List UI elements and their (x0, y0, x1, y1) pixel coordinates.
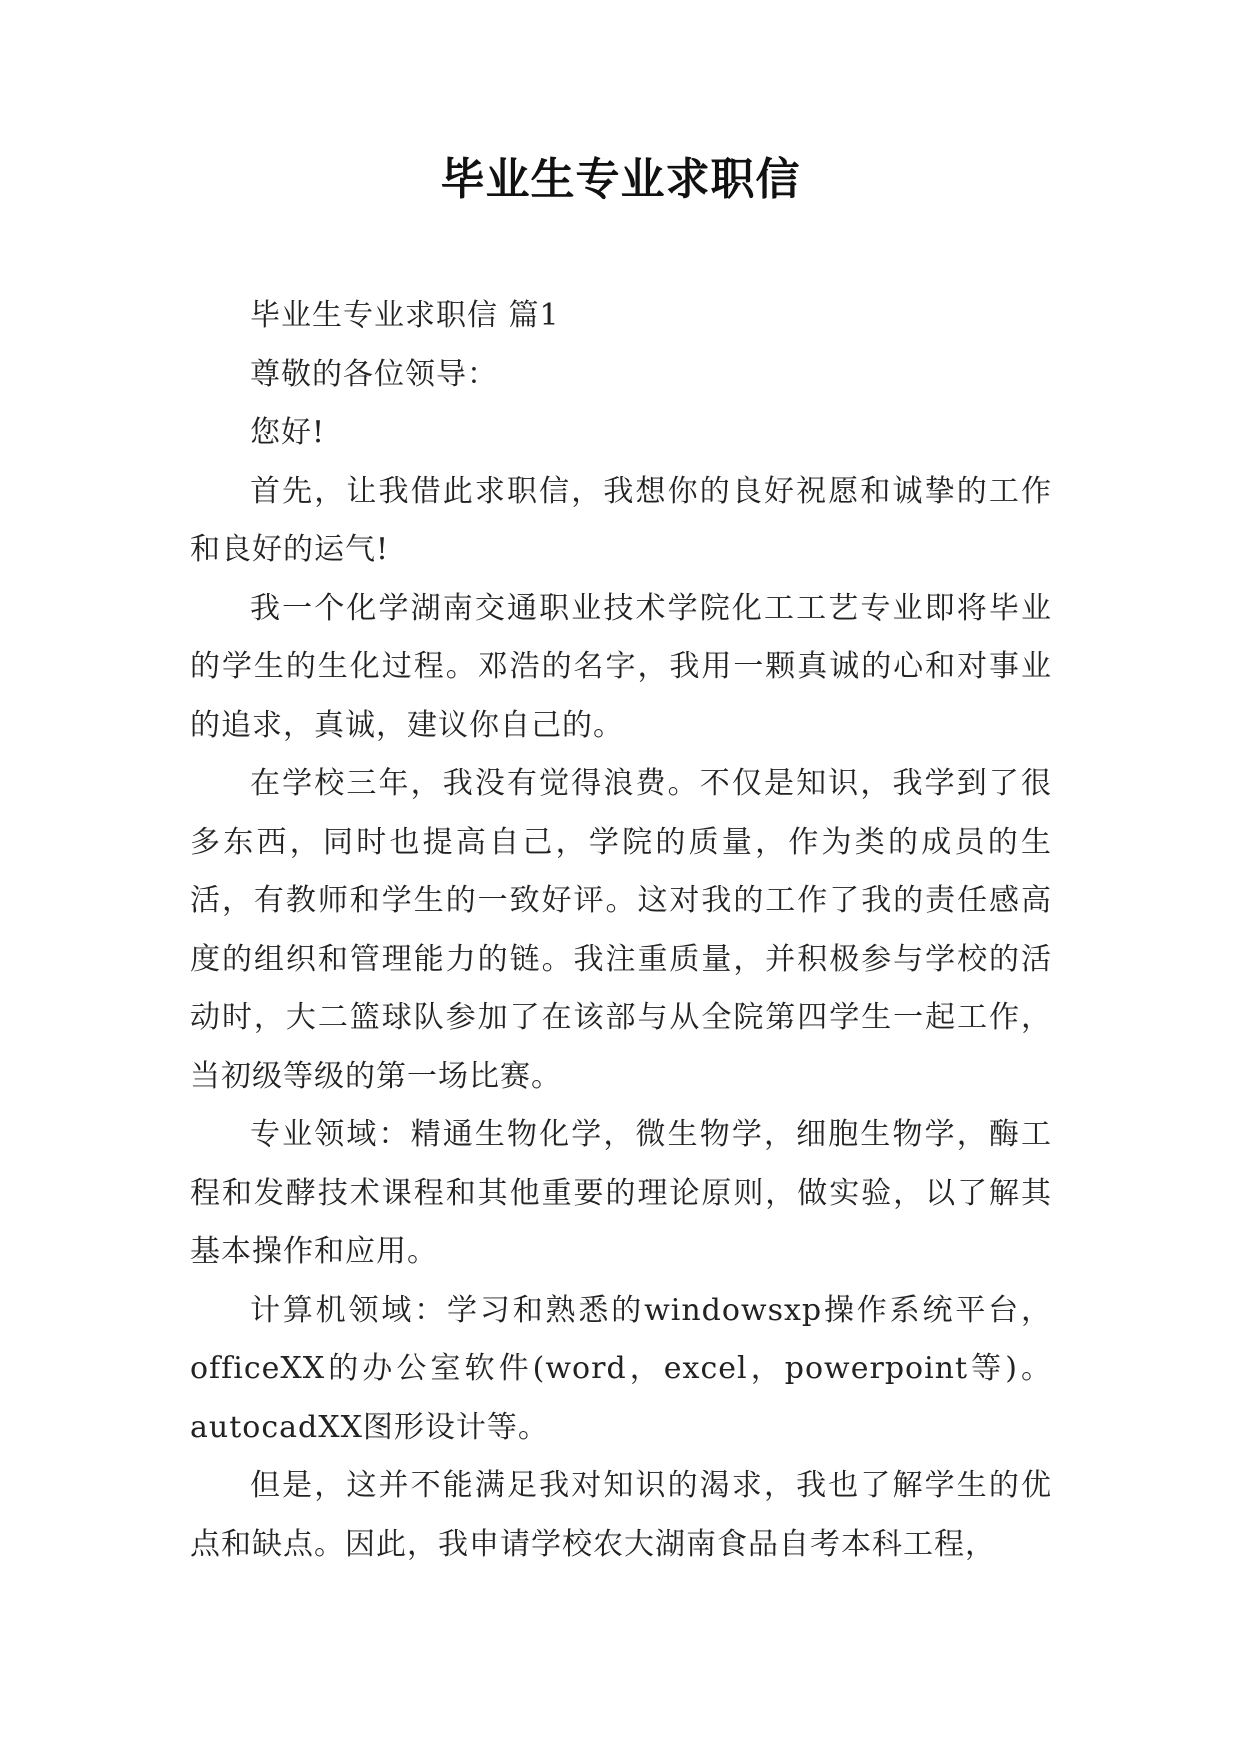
paragraph-self-introduction: 我一个化学湖南交通职业技术学院化工工艺专业即将毕业的学生的生化过程。邓浩的名字，我用一颗真诚的心和对事业的追求，真诚，建议你自己的。 (190, 590, 1052, 743)
greeting: 您好! (250, 415, 326, 450)
paragraph-further-study: 但是，这并不能满足我对知识的渴求，我也了解学生的优点和缺点。因此，我申请学校农大湖南食品自考本科工程， (190, 1468, 1052, 1562)
paragraph-computer-skills: 计算机领域：学习和熟悉的windowsxp操作系统平台，officeXX的办公室软件(word，excel，powerpoint等)。autocadXX图形设计等。 (190, 1292, 1052, 1445)
section-heading: 毕业生专业求职信 篇1 (250, 298, 560, 333)
paragraph-professional-field: 专业领域：精通生物化学，微生物学，细胞生物学，酶工程和发酵技术课程和其他重要的理论原则，做实验，以了解其基本操作和应用。 (190, 1117, 1052, 1269)
document-body (190, 287, 1052, 1574)
paragraph-intro: 首先，让我借此求职信，我想你的良好祝愿和诚挚的工作和良好的运气! (190, 473, 1052, 567)
salutation: 尊敬的各位领导： (250, 356, 498, 392)
document-title: 毕业生专业求职信 (440, 154, 801, 205)
paragraph-school-experience: 在学校三年，我没有觉得浪费。不仅是知识，我学到了很多东西，同时也提高自己，学院的质量，作为类的成员的生活，有教师和学生的一致好评。这对我的工作了我的责任感高度的组织和管理能力的链。我注重质量，并积极参与学校的活动时，大二篮球队参加了在该部与从全院第四学生一起工作，当初级等级的第一场比赛。 (190, 766, 1052, 1094)
